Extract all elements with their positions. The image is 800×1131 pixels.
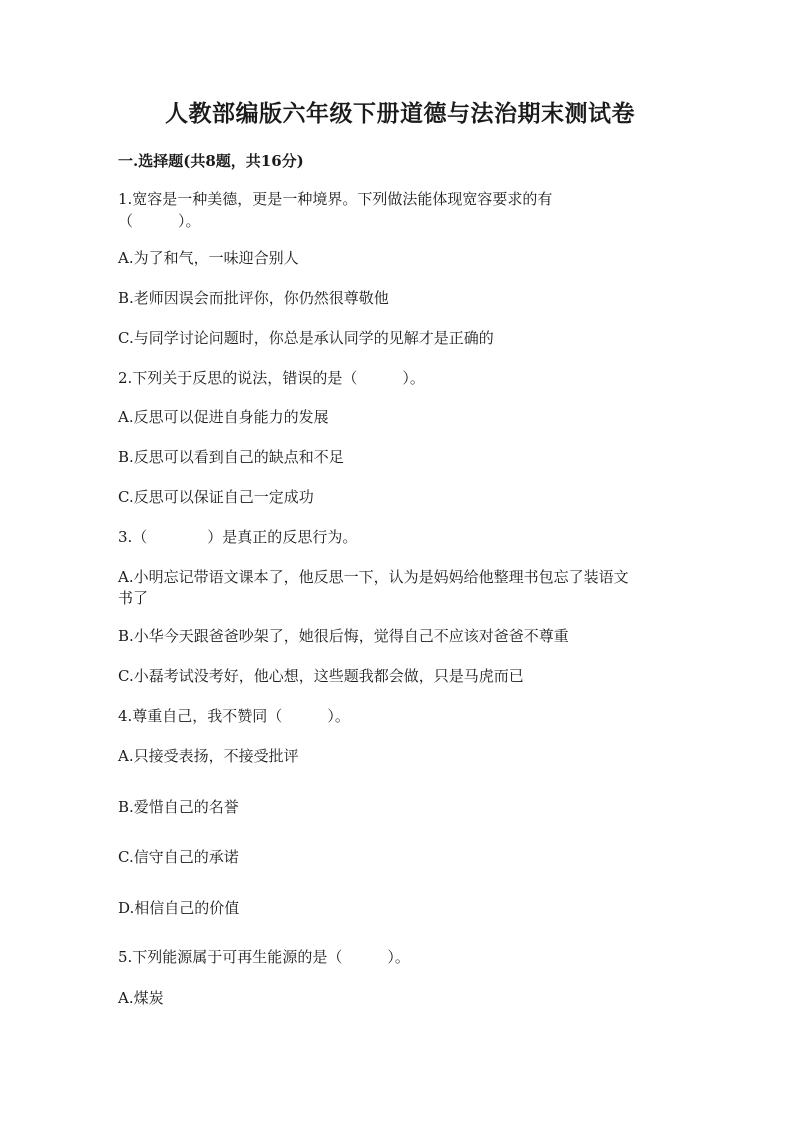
- question-1-stem-line-2: （ ）。: [118, 212, 201, 230]
- question-2-stem: 2.下列关于反思的说法，错误的是（ ）。: [118, 369, 425, 387]
- question-3-option-c: C.小磊考试没考好，他心想，这些题我都会做，只是马虎而已: [118, 667, 524, 685]
- question-2-option-b: B.反思可以看到自己的缺点和不足: [118, 448, 344, 466]
- question-5-stem: 5.下列能源属于可再生能源的是（ ）。: [118, 948, 410, 966]
- question-4-option-b: B.爱惜自己的名誉: [118, 798, 239, 816]
- page-title: 人教部编版六年级下册道德与法治期末测试卷: [165, 100, 635, 127]
- question-4-option-c: C.信守自己的承诺: [118, 848, 239, 866]
- question-3-option-a: A.小明忘记带语文课本了，他反思一下，认为是妈妈给他整理书包忘了装语文: [118, 568, 629, 586]
- question-1-option-a: A.为了和气，一味迎合别人: [118, 249, 299, 267]
- question-2-option-c: C.反思可以保证自己一定成功: [118, 488, 314, 506]
- question-1-stem-line-1: 1.宽容是一种美德，更是一种境界。下列做法能体现宽容要求的有: [118, 190, 553, 208]
- question-4-option-d: D.相信自己的价值: [118, 899, 240, 917]
- question-5-option-a: A.煤炭: [118, 989, 164, 1007]
- question-3-option-b: B.小华今天跟爸爸吵架了，她很后悔，觉得自己不应该对爸爸不尊重: [118, 627, 569, 645]
- question-3-stem: 3.（ ）是真正的反思行为。: [118, 528, 358, 546]
- question-4-option-a: A.只接受表扬，不接受批评: [118, 747, 299, 765]
- question-1-option-b: B.老师因误会而批评你，你仍然很尊敬他: [118, 289, 389, 307]
- question-1-option-c: C.与同学讨论问题时，你总是承认同学的见解才是正确的: [118, 329, 494, 347]
- question-3-option-a-continuation: 书了: [118, 589, 149, 607]
- question-4-stem: 4.尊重自己，我不赞同（ ）。: [118, 707, 350, 725]
- section-heading: 一.选择题(共8题，共16分): [118, 152, 304, 170]
- question-2-option-a: A.反思可以促进自身能力的发展: [118, 408, 329, 426]
